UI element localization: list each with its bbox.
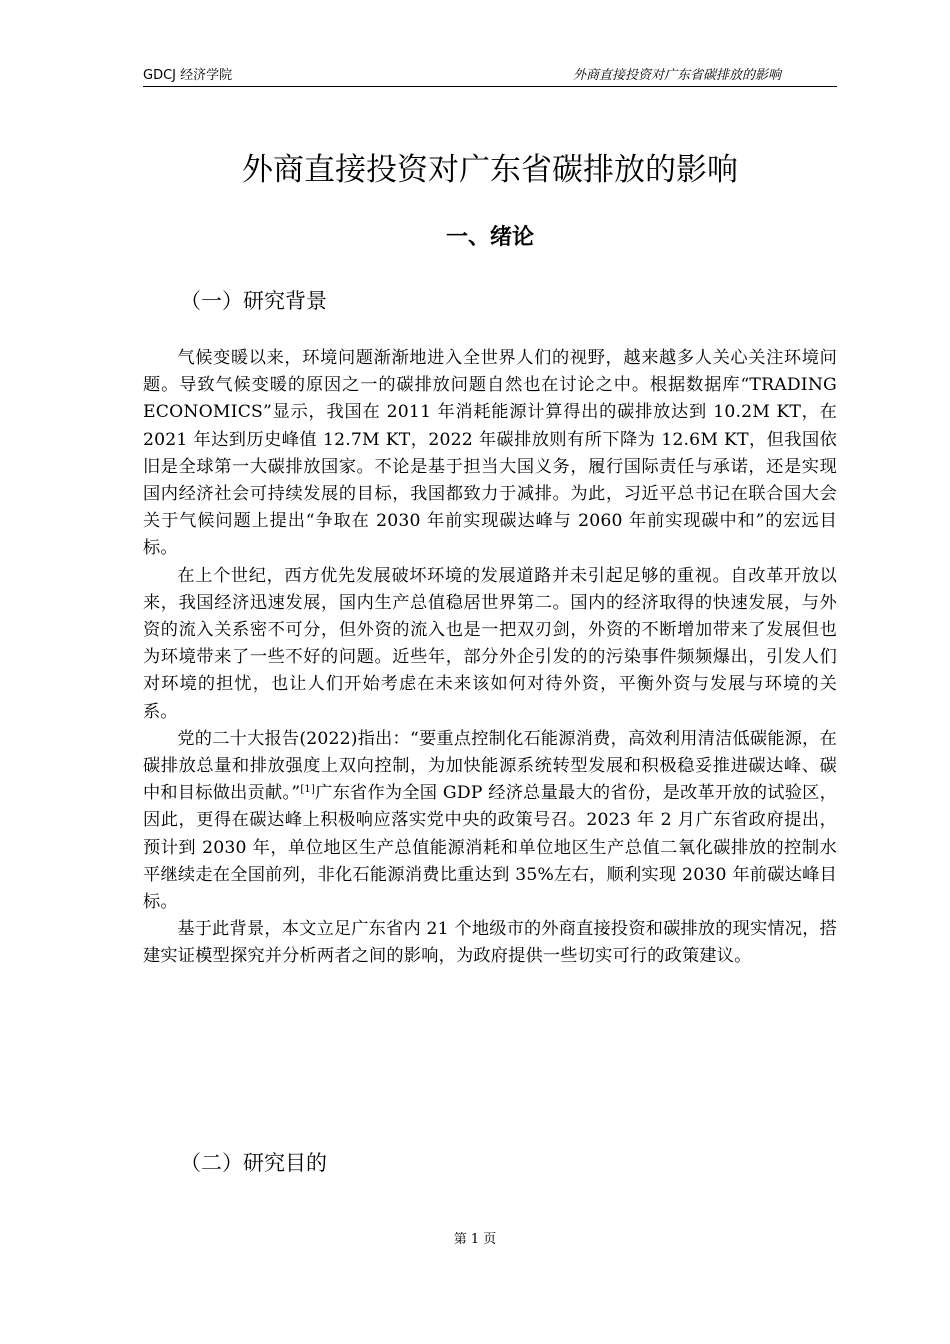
body-text xyxy=(143,345,837,971)
paragraph-1: 气候变暖以来，环境问题渐渐地进入全世界人们的视野，越来越多人关心关注环境问题。导致气候变暖的原因之一的碳排放问题自然也在讨论之中。根据数据库“TRADING ECONOMICS”显示，我国在 2011 年消耗能源计算得出的碳排放达到 10.2M KT，在 2021 年达到历史峰值 12.7M KT，2022 年碳排放则有所下降为 12.6M KT，但我国依旧是全球第一大碳排放国家。不论是基于担当大国义务，履行国际责任与承诺，还是实现国内经济社会可持续发展的目标，我国都致力于减排。为此，习近平总书记在联合国大会关于气候问题上提出“争取在 2030 年前实现碳达峰与 2060 年前实现碳中和”的宏远目标。 xyxy=(143,348,837,559)
paragraph-3-text-a: 党的二十大报告(2022)指出：“要重点控制化石能源消费，高效利用清洁低碳能源，在碳排放总量和排放强度上双向控制，为加快能源系统转型发展和积极稳妥推进碳达峰、碳中和目标做出贡献。” xyxy=(143,728,837,804)
header-running-title: 外商直接投资对广东省碳排放的影响 xyxy=(572,68,781,83)
paragraph-2: 在上个世纪，西方优先发展破坏环境的发展道路并未引起足够的重视。自改革开放以来，我国经济迅速发展，国内生产总值稳居世界第二。国内的经济取得的快速发展，与外资的流入关系密不可分，但外资的流入也是一把双刃剑，外资的不断增加带来了发展但也为环境带来了一些不好的问题。近些年，部分外企引发的的污染事件频频爆出，引发人们对环境的担忧，也让人们开始考虑在未来该如何对待外资，平衡外资与发展与环境的关系。 xyxy=(143,565,837,722)
paragraph-3 xyxy=(143,726,837,916)
page-header xyxy=(143,68,837,87)
section-heading: 一、绪论 xyxy=(445,225,534,250)
header-institution: GDCJ 经济学院 xyxy=(143,68,233,83)
page-number: 第 1 页 xyxy=(453,1232,497,1247)
paragraph-3-text-b: 广东省作为全国 GDP 经济总量最大的省份，是改革开放的试验区，因此，更得在碳达峰上积极响应落实党中央的政策号召。2023 年 2 月广东省政府提出，预计到 2030 年，单位地区生产总值能源消耗和单位地区生产总值二氧化碳排放的控制水平继续走在全国前列，非化石能源消费比重达到 35%左右，顺利实现 2030 年前碳达峰目标。 xyxy=(143,783,837,913)
paper-title: 外商直接投资对广东省碳排放的影响 xyxy=(242,152,738,188)
subsection-heading-purpose: （二）研究目的 xyxy=(180,1151,327,1175)
paragraph-4: 基于此背景，本文立足广东省内 21 个地级市的外商直接投资和碳排放的现实情况，搭建实证模型探究并分析两者之间的影响，为政府提供一些切实可行的政策建议。 xyxy=(143,919,837,967)
citation-ref: [1] xyxy=(300,784,316,796)
subsection-heading-background: （一）研究背景 xyxy=(180,289,327,313)
